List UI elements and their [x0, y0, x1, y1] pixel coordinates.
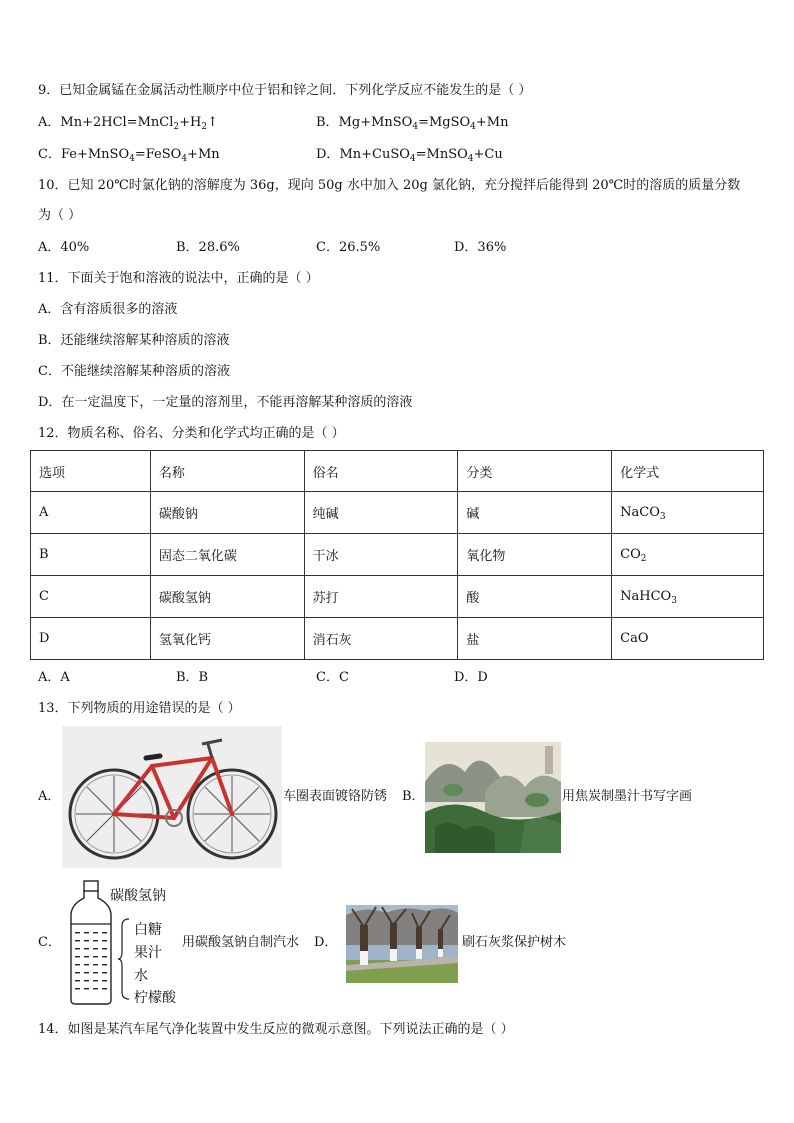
table-cell: 碳酸氢钠: [150, 576, 304, 618]
q13-label-c: C．: [38, 935, 61, 950]
bottle-label-item: 果汁: [134, 945, 162, 961]
table-row: [31, 534, 764, 576]
q9-option-c: C．Fe+MnSO$_4$=FeSO$_4$+Mn: [38, 147, 220, 164]
table-cell: 碱: [458, 492, 612, 534]
q12-stem: 12．物质名称、俗名、分类和化学式均正确的是（ ）: [38, 426, 345, 441]
q10-option-c: C．26.5%: [316, 240, 381, 255]
table-cell: A: [31, 492, 151, 534]
q11-option-a: A．含有溶质很多的溶液: [38, 302, 178, 317]
q10-option-a: A．40%: [38, 240, 90, 255]
trees-image: [346, 905, 458, 983]
brace-icon: [118, 918, 130, 1000]
q11-option-c: C．不能继续溶解某种溶质的溶液: [38, 364, 230, 379]
table-cell: 消石灰: [304, 618, 458, 660]
ink-painting-image: [425, 742, 561, 853]
table-cell: 干冰: [304, 534, 458, 576]
table-header-cell: 化学式: [612, 451, 764, 492]
q14-stem: 14．如图是某汽车尾气净化装置中发生反应的微观示意图。下列说法正确的是（ ）: [38, 1022, 514, 1037]
q13-label-a: A．: [38, 789, 61, 804]
q12-table: [30, 450, 764, 660]
table-cell-formula: CaO: [612, 618, 764, 660]
q12-answer-b: B．B: [176, 670, 209, 685]
q9-stem: 9．已知金属锰在金属活动性顺序中位于铝和锌之间．下列化学反应不能发生的是（ ）: [38, 83, 532, 98]
q11-option-d: D．在一定温度下，一定量的溶剂里，不能再溶解某种溶质的溶液: [38, 395, 413, 410]
q9-option-b: B．Mg+MnSO$_4$=MgSO$_4$+Mn: [316, 115, 509, 132]
table-cell: 纯碱: [304, 492, 458, 534]
table-header-cell: 名称: [150, 451, 304, 492]
table-header-cell: 分类: [458, 451, 612, 492]
table-cell: 氧化物: [458, 534, 612, 576]
q10-option-b: B．28.6%: [176, 240, 240, 255]
table-header-cell: 俗名: [304, 451, 458, 492]
q13-caption-c: 用碳酸氢钠自制汽水: [182, 935, 300, 950]
table-cell: 氢氧化钙: [150, 618, 304, 660]
q13-label-b: B．: [402, 789, 425, 804]
bottle-label-item: 白糖: [134, 922, 162, 938]
q13-stem: 13．下列物质的用途错误的是（ ）: [38, 701, 241, 716]
table-row: [31, 618, 764, 660]
q11-option-b: B．还能继续溶解某种溶质的溶液: [38, 333, 230, 348]
bottle-icon: [66, 880, 116, 1006]
table-cell: 盐: [458, 618, 612, 660]
q13-label-d: D．: [314, 935, 338, 950]
bottle-label-item: 柠檬酸: [134, 990, 176, 1006]
table-cell-formula: NaCO$_3$: [612, 492, 764, 534]
table-cell: D: [31, 618, 151, 660]
q12-answer-c: C．C: [316, 670, 349, 685]
q13-caption-d: 刷石灰浆保护树木: [462, 935, 567, 950]
table-cell: C: [31, 576, 151, 618]
bottle-label-top: 碳酸氢钠: [110, 888, 166, 904]
q10-option-d: D．36%: [454, 240, 507, 255]
q13-caption-b: 用焦炭制墨汁书写字画: [562, 789, 693, 804]
table-cell-formula: $CO_2$: [612, 534, 764, 576]
bottle-label-item: 水: [134, 968, 148, 984]
q11-stem: 11．下面关于饱和溶液的说法中，正确的是（ ）: [38, 271, 319, 286]
q12-answer-d: D．D: [454, 670, 488, 685]
table-cell: 碳酸钠: [150, 492, 304, 534]
table-cell: 固态二氧化碳: [150, 534, 304, 576]
table-cell: 酸: [458, 576, 612, 618]
table-row: [31, 492, 764, 534]
table-cell-formula: NaHCO$_3$: [612, 576, 764, 618]
table-header-row: [31, 451, 764, 492]
table-row: [31, 576, 764, 618]
q13-caption-a: 车圈表面镀铬防锈: [283, 789, 388, 804]
q12-answer-a: A．A: [38, 670, 70, 685]
q9-option-a: A．$Mn+2HCl=MnCl_2+H_2↑$: [38, 115, 218, 132]
bicycle-image: [62, 726, 282, 868]
table-cell: B: [31, 534, 151, 576]
table-cell: 苏打: [304, 576, 458, 618]
q9-option-d: D．Mn+CuSO$_4$=MnSO$_4$+Cu: [316, 147, 503, 164]
q10-stem-line2: 为（ ）: [38, 208, 82, 223]
table-header-cell: 选项: [31, 451, 151, 492]
q10-stem-line1: 10．已知 20℃时氯化钠的溶解度为 36g，现向 50g 水中加入 20g 氯化钠，充分搅拌后能得到 20℃时的溶质的质量分数: [38, 178, 741, 193]
